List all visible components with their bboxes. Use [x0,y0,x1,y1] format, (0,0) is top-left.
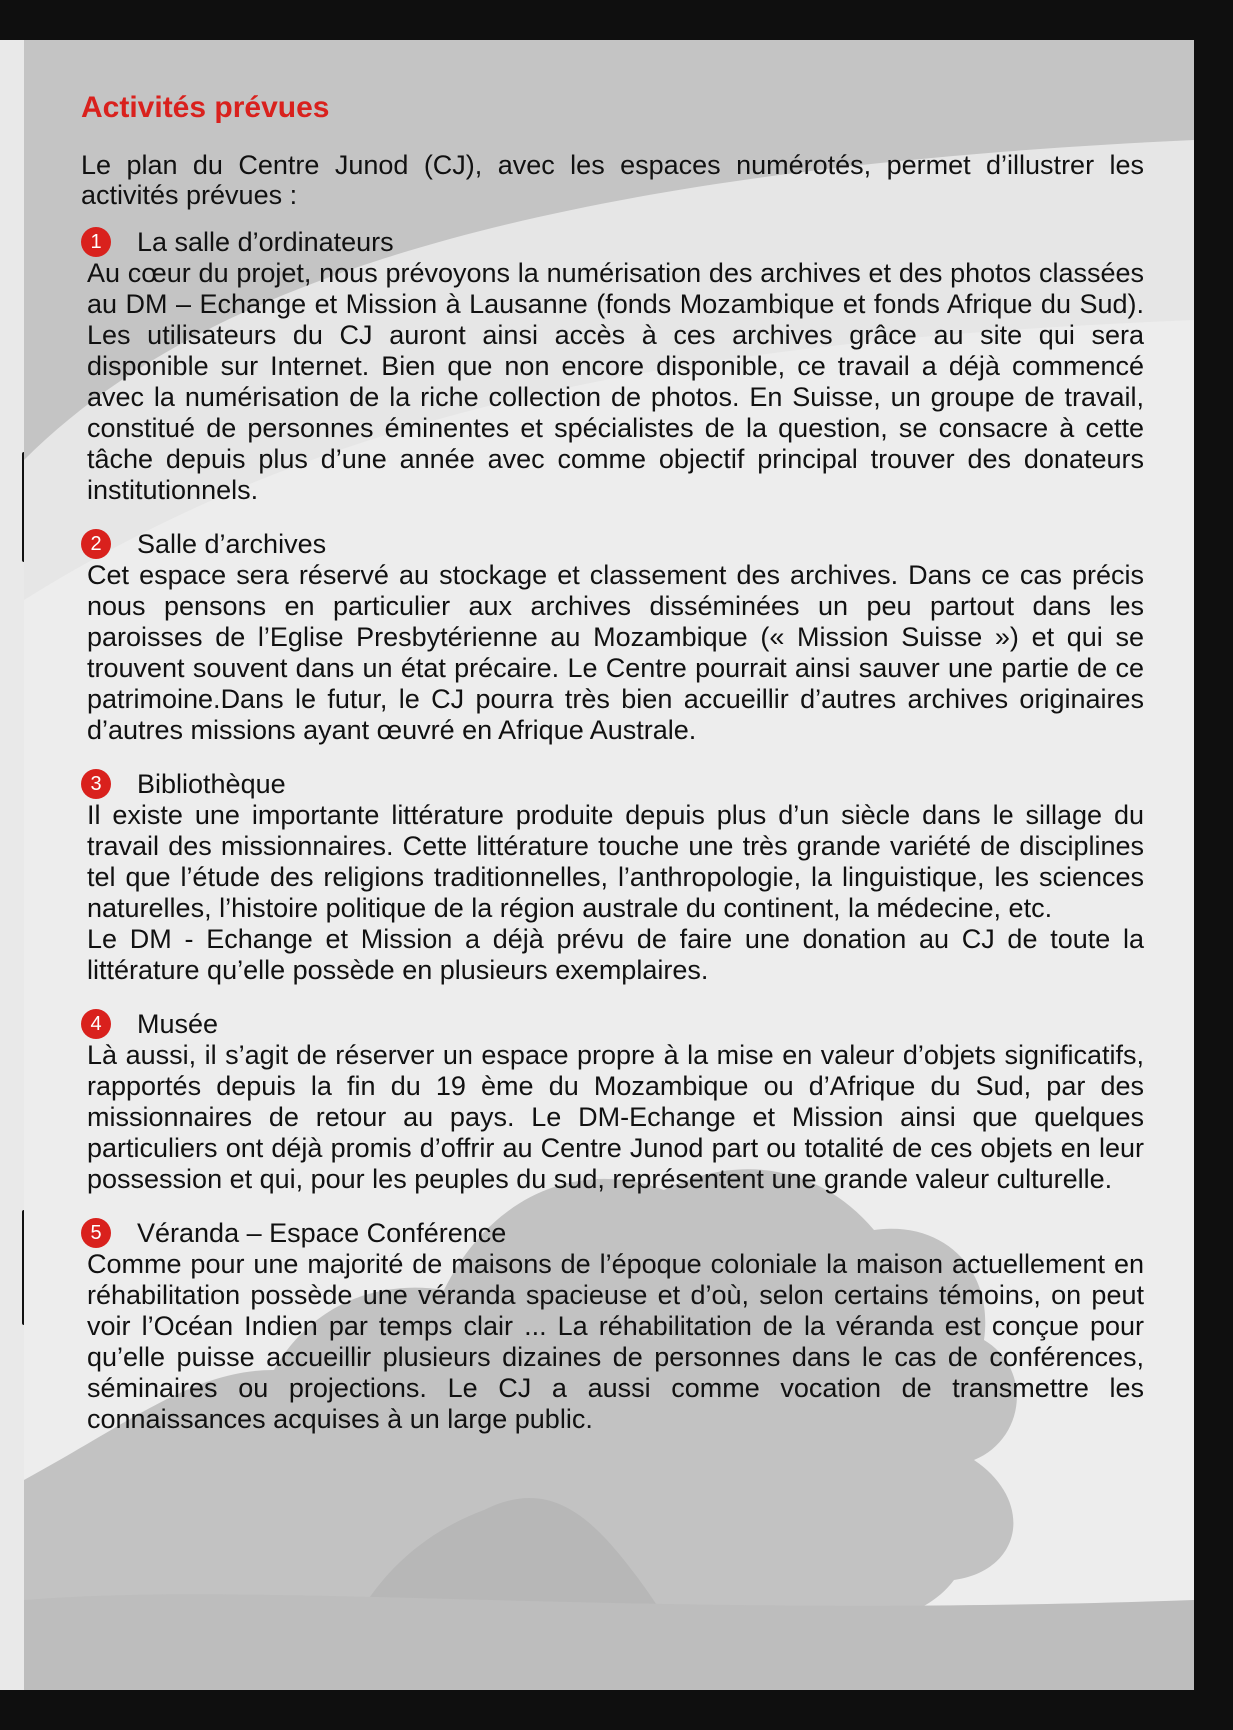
number-badge: 1 [81,227,111,257]
section-salle-archives [81,528,1144,746]
number-badge: 2 [81,529,111,559]
section-veranda [81,1217,1144,1435]
section-title: Musée [137,1009,219,1039]
section-salle-ordinateurs [81,226,1144,506]
section-body [81,560,1144,746]
section-bibliotheque [81,768,1144,986]
intro-paragraph: Le plan du Centre Junod (CJ), avec les espaces numérotés, permet d’illustrer les activités prévues : [81,150,1144,210]
section-paragraph: Le DM - Echange et Mission a déjà prévu de faire une donation au CJ de toute la littérature qu’elle possède en plusieurs exemplaires. [87,924,1144,985]
section-body [81,1249,1144,1435]
section-title: La salle d’ordinateurs [137,227,394,257]
section-header [81,768,1144,800]
page-title: Activités prévues [81,91,330,124]
section-header [81,1008,1144,1040]
number-badge: 5 [81,1218,111,1248]
section-paragraph: Cet espace sera réservé au stockage et classement des archives. Dans ce cas précis nous pensons en particulier aux archives disséminées un peu partout dans les paroisses de l’Eglise Presbytérienne au Mozambique (« Mission Suisse ») et qui se trouvent souvent dans un état précaire. Le Centre pourrait ainsi sauver une partie de ce patrimoine.Dans le futur, le CJ pourra très bien accueillir d’autres archives originaires d’autres missions ayant œuvré en Afrique Australe. [87,560,1144,745]
number-badge: 4 [81,1009,111,1039]
section-paragraph: Au cœur du projet, nous prévoyons la numérisation des archives et des photos classées au DM – Echange et Mission à Lausanne (fonds Mozambique et fonds Afrique du Sud). Les utilisateurs du CJ auront ainsi accès à ces archives grâce au site qui sera disponible sur Internet. Bien que non encore disponible, ce travail a déjà commencé avec la numérisation de la riche collection de photos. En Suisse, un groupe de travail, constitué de personnes éminentes et spécialistes de la question, se consacre à cette tâche depuis plus d’une année avec comme objectif principal trouver des donateurs institutionnels. [87,258,1144,505]
section-title: Salle d’archives [137,529,327,559]
section-paragraph: Là aussi, il s’agit de réserver un espace propre à la mise en valeur d’objets significatifs, rapportés depuis la fin du 19 ème du Mozambique ou d’Afrique du Sud, par des missionnaires de retour au pays. Le DM-Echange et Mission ainsi que quelques particuliers ont déjà promis d’offrir au Centre Junod part ou totalité de ces objets en leur possession et qui, pour les peuples du sud, représentent une grande valeur culturelle. [87,1040,1144,1194]
section-title: Bibliothèque [137,769,286,799]
brochure-page [24,40,1194,1690]
content [81,90,1144,1457]
number-badge: 3 [81,769,111,799]
section-musee [81,1008,1144,1195]
section-header [81,226,1144,258]
section-paragraph: Il existe une importante littérature produite depuis plus d’un siècle dans le sillage du travail des missionnaires. Cette littérature touche une très grande variété de disciplines tel que l’étude des religions traditionnelles, l’anthropologie, la linguistique, les sciences naturelles, l’histoire politique de la région australe du continent, la médecine, etc. [87,800,1144,923]
section-header [81,528,1144,560]
section-body [81,258,1144,506]
section-header [81,1217,1144,1249]
section-title: Véranda – Espace Conférence [137,1218,507,1248]
section-body [81,1040,1144,1195]
binding-strip [0,40,24,1690]
section-paragraph: Comme pour une majorité de maisons de l’époque coloniale la maison actuellement en réhabilitation possède une véranda spacieuse et d’où, selon certains témoins, on peut voir l’Océan Indien par temps clair ... La réhabilitation de la véranda est conçue pour qu’elle puisse accueillir plusieurs dizaines de personnes dans le cas de conférences, séminaires ou projections. Le CJ a aussi comme vocation de transmettre les connaissances acquises à un large public. [87,1249,1144,1434]
section-body [81,800,1144,986]
